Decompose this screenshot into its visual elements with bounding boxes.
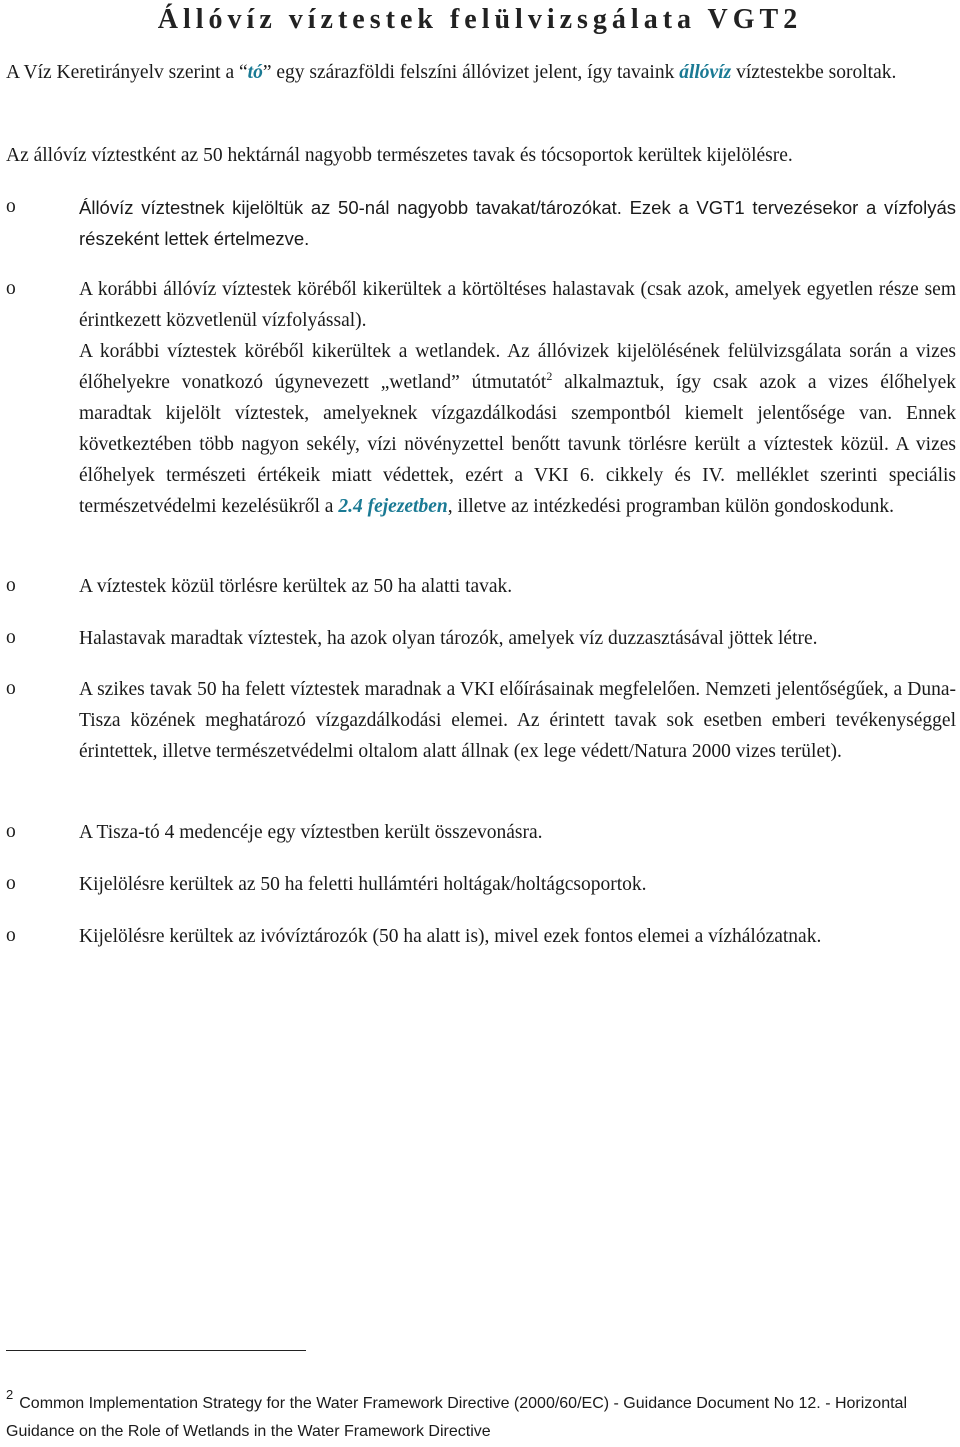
list-item-5: A szikes tavak 50 ha felett víztestek maradnak a VKI előírásainak megfelelően. Nemzeti jelentőségűek, a Duna-Tisza közének meghatározó vízgazdálkodási elemei. Az érintett tavak sok esetben emberi tevékenységgel érintettek, illetve természetvédelmi oltalom alatt állnak (ex lege védett/Natura 2000 vizes terület).: [79, 679, 956, 762]
bullet-marker: o: [6, 821, 16, 842]
footnote: [6, 1387, 956, 1446]
list-item-1: Állóvíz víztestnek kijelöltük az 50-nál nagyobb tavakat/tározókat. Ezek a VGT1 tervezésekor a vízfolyás részeként lettek értelmezve.: [79, 197, 956, 249]
item-2b-text-3: , illetve az intézkedési programban külön gondoskodunk.: [447, 496, 894, 517]
list-item-6: A Tisza-tó 4 medencéje egy víztestben került összevonásra.: [79, 822, 543, 843]
bullet-marker: o: [6, 575, 16, 596]
footnote-ref[interactable]: 2: [546, 369, 553, 383]
intro-text-1: A Víz Keretirányelv szerint a “: [6, 62, 248, 83]
list-item-2b: [79, 336, 956, 522]
bullet-marker: o: [6, 925, 16, 946]
bullet-marker: o: [6, 678, 16, 699]
intro-paragraph: [6, 58, 956, 88]
bullet-marker: o: [6, 196, 16, 217]
list-item-8: Kijelölésre kerültek az ivóvíztározók (50 ha alatt is), mivel ezek fontos elemei a vízhálózatnak.: [79, 926, 822, 947]
footnote-number: 2: [6, 1387, 14, 1402]
item-2b-text-2: alkalmaztuk, így csak azok a vizes élőhelyek maradtak kijelölt víztestek, amelyeknek vízgazdálkodási szempontból kiemelt jelentősége van. Ennek következtében több nagyon sekély, vízi növényzettel benőtt tavunk törlésre került a víztestek közül. A vizes élőhelyek természeti értékeik miatt védettek, ezért a VKI 6. cikkely és IV. melléklet szerinti speciális természetvédelmi kezelésükről a: [79, 372, 956, 517]
chapter-link[interactable]: 2.4 fejezetben: [338, 496, 448, 517]
page-title: Állóvíz víztestek felülvizsgálata VGT2: [157, 4, 803, 35]
designation-paragraph: Az állóvíz víztestként az 50 hektárnál nagyobb természetes tavak és tócsoportok kerültek kijelölésre.: [6, 145, 793, 166]
list-item-3: A víztestek közül törlésre kerültek az 50 ha alatti tavak.: [79, 576, 513, 597]
item-2b-text-1: A korábbi víztestek köréből kikerültek a wetlandek. Az állóvizek kijelölésének felülvizsgálata során a vizes élőhelyekre vonatkozó úgynevezett „wetland” útmutatót: [79, 341, 956, 393]
term-allovíz: állóvíz: [679, 62, 732, 83]
list-item-7: Kijelölésre kerültek az 50 ha feletti hullámtéri holtágak/holtágcsoportok.: [79, 874, 647, 895]
intro-text-3: víztestekbe soroltak.: [731, 62, 897, 83]
footnote-divider: [6, 1350, 306, 1351]
list-item-2a: A korábbi állóvíz víztestek köréből kikerültek a körtöltéses halastavak (csak azok, amelyek egyetlen része sem érintkezett közvetlenül vízfolyással).: [79, 279, 956, 331]
bullet-marker: o: [6, 627, 16, 648]
footnote-text: Common Implementation Strategy for the Water Framework Directive (2000/60/EC) - Guidance Document No 12. - Horizontal Guidance on the Role of Wetlands in the Water Framework Directive: [6, 1395, 907, 1440]
term-to: tó: [247, 62, 263, 83]
bullet-marker: o: [6, 278, 16, 299]
bullet-marker: o: [6, 873, 16, 894]
intro-text-2: ” egy szárazföldi felszíni állóvizet jelent, így tavaink: [262, 62, 680, 83]
list-item-4: Halastavak maradtak víztestek, ha azok olyan tározók, amelyek víz duzzasztásával jöttek létre.: [79, 628, 818, 649]
